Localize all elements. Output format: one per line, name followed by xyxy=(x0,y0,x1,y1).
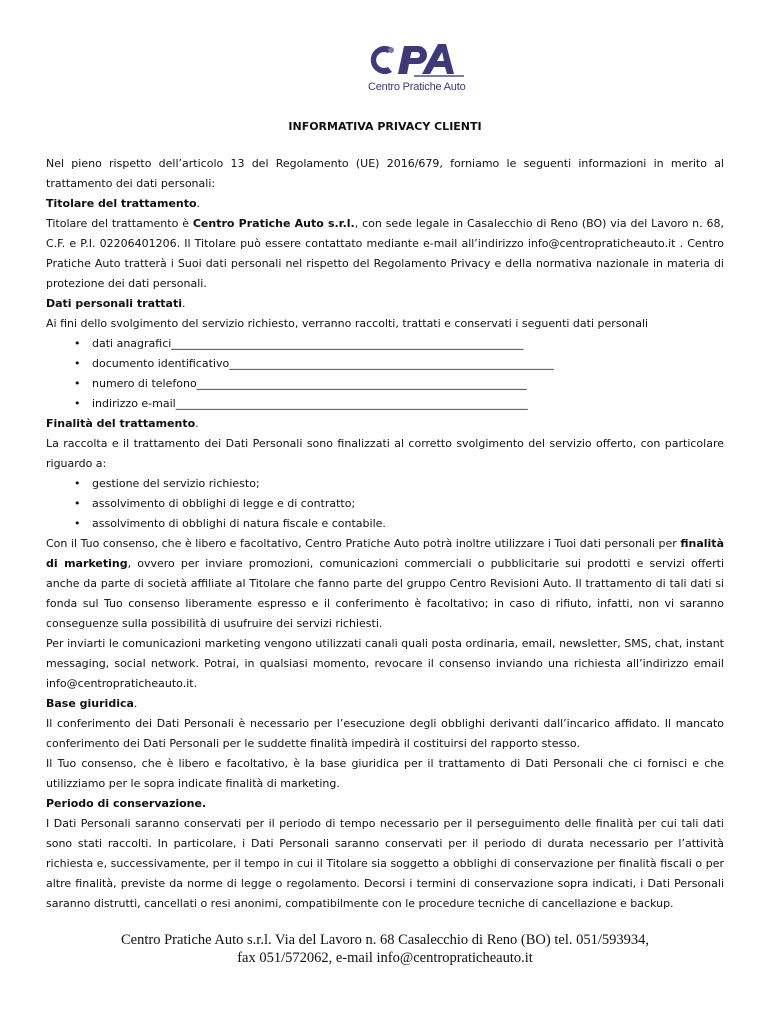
finalita-paragraph: La raccolta e il trattamento dei Dati Personali sono finalizzati al corretto svolgimento del servizio offerto, con particolare riguardo a: xyxy=(46,437,724,470)
logo-subtitle: Centro Pratiche Auto xyxy=(368,81,466,93)
dati-list xyxy=(46,334,724,414)
document-body xyxy=(46,154,724,914)
base-paragraph-2: Il Tuo consenso, che è libero e facoltativo, è la base giuridica per il trattamento di Dati Personali che ci fornisci e che utilizziamo per le sopra indicate finalità di marketing. xyxy=(46,757,724,790)
dati-paragraph: Ai fini dello svolgimento del servizio richiesto, verranno raccolti, trattati e conservati i seguenti dati personali xyxy=(46,317,649,330)
cpa-logo xyxy=(362,40,472,98)
finalita-list xyxy=(46,474,724,534)
list-item: • gestione del servizio richiesto; xyxy=(74,474,724,494)
periodo-paragraph: I Dati Personali saranno conservati per il periodo di tempo necessario per il perseguimento delle finalità per cui tali dati sono stati raccolti. In particolare, i Dati Personali saranno conservati per il periodo di durata necessario per l’attività richiesta e, successivamente, per il tempo in cui il Titolare sia soggetto a obblighi di conservazione per finalità fiscali o per altre finalità, previste da norme di legge o regolamento. Decorsi i termini di conservazione sopra indicati, i Dati Personali saranno distrutti, cancellati o resi anonimi, compatibilmente con le procedure tecniche di cancellazione e backup. xyxy=(46,817,724,910)
consent-paragraph: Con il Tuo consenso, che è libero e facoltativo, Centro Pratiche Auto potrà inoltre utilizzare i Tuoi dati personali per finalità di marketing, ovvero per inviare promozioni, comunicazioni commerciali o pubblicitarie sui prodotti e servizi offerti anche da parte di società affiliate al Titolare che fanno parte del gruppo Centro Revisioni Auto. Il trattamento di tali dati si fonda sul Tuo consenso liberamente espresso e il conferimento è facoltativo; in caso di rifiuto, infatti, non vi saranno conseguenze sulla possibilità di usufruire dei servizi richiesti. xyxy=(46,537,724,630)
page-footer xyxy=(0,931,770,967)
section-periodo-heading: Periodo di conservazione. xyxy=(46,797,207,810)
list-item: • numero di telefono____________________________________________________________ xyxy=(74,374,724,394)
document-title: INFORMATIVA PRIVACY CLIENTI xyxy=(288,120,482,133)
list-item: • documento identificativo___________________________________________________________ xyxy=(74,354,724,374)
titolare-paragraph: Titolare del trattamento è Centro Pratiche Auto s.r.l., con sede legale in Casalecchio di Reno (BO) via del Lavoro n. 68, C.F. e P.I. 02206401206. Il Titolare può essere contattato mediante e-mail all’indirizzo info@centropraticheauto.it . Centro Pratiche Auto tratterà i Suoi dati personali nel rispetto del Regolamento Privacy e della normativa nazionale in materia di protezione dei dati personali. xyxy=(46,217,724,290)
section-finalita-heading: Finalità del trattamento. xyxy=(46,417,199,430)
base-paragraph-1: Il conferimento dei Dati Personali è necessario per l’esecuzione degli obblighi derivanti dall’incarico affidato. Il mancato conferimento dei Dati Personali per le suddette finalità impedirà il costituirsi del rapporto stesso. xyxy=(46,717,724,750)
list-item: • assolvimento di obblighi di natura fiscale e contabile. xyxy=(74,514,724,534)
intro-paragraph: Nel pieno rispetto dell’articolo 13 del Regolamento (UE) 2016/679, forniamo le seguenti informazioni in merito al trattamento dei dati personali: xyxy=(46,157,724,190)
list-item: • dati anagrafici________________________________________________________________ xyxy=(74,334,724,354)
list-item: • indirizzo e-mail________________________________________________________________ xyxy=(74,394,724,414)
list-item: • assolvimento di obblighi di legge e di contratto; xyxy=(74,494,724,514)
channels-paragraph: Per inviarti le comunicazioni marketing vengono utilizzati canali quali posta ordinaria, email, newsletter, SMS, chat, instant messaging, social network. Potrai, in qualsiasi momento, revocare il consenso inviando una richiesta all’indirizzo email info@centropraticheauto.it. xyxy=(46,637,724,690)
footer-line-2: fax 051/572062, e-mail info@centropraticheauto.it xyxy=(237,950,533,966)
section-dati-heading: Dati personali trattati. xyxy=(46,297,186,310)
section-titolare-heading: Titolare del trattamento. xyxy=(46,197,201,210)
cpa-logo-mark xyxy=(362,40,472,82)
footer-line-1: Centro Pratiche Auto s.r.l. Via del Lavoro n. 68 Casalecchio di Reno (BO) tel. 051/593934, xyxy=(120,932,650,948)
section-base-heading: Base giuridica. xyxy=(46,697,138,710)
company-name: Centro Pratiche Auto s.r.l. xyxy=(192,217,355,230)
